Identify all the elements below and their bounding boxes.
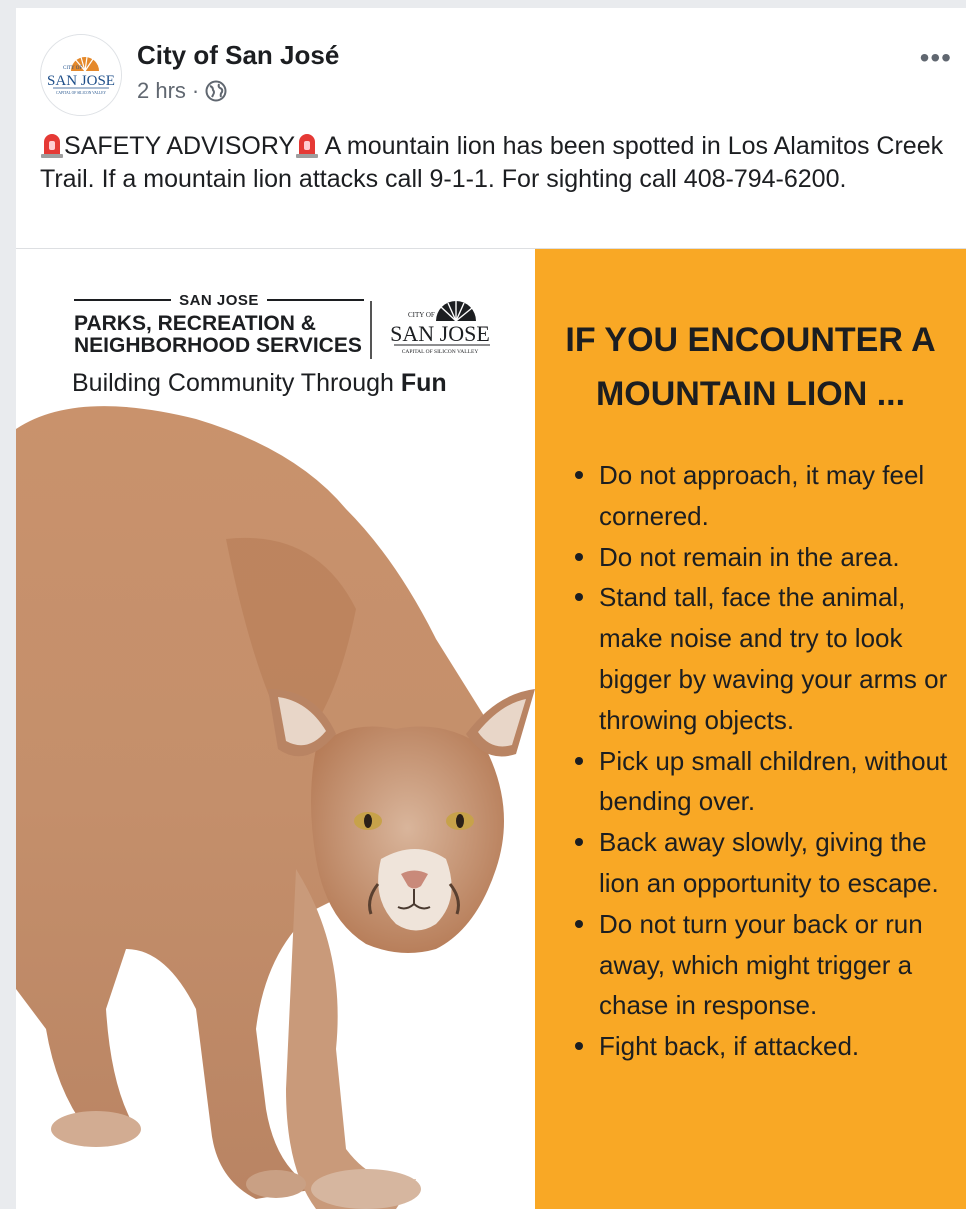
safety-tip: Do not turn your back or run away, which might trigger a chase in response.: [575, 904, 955, 1026]
post-message: [40, 130, 955, 196]
san-jose-logo-icon: [386, 295, 496, 357]
tagline-bold: Fun: [400, 369, 447, 397]
police-siren-emoji-icon: [295, 132, 319, 158]
flyer-title-line-1: IF YOU ENCOUNTER A: [565, 321, 936, 359]
safety-tips-list: [575, 455, 955, 1067]
globe-icon: [205, 80, 227, 102]
tagline-text: Building Community Through: [72, 369, 401, 397]
flyer-left-panel: [16, 249, 535, 1209]
svg-text:CAPITAL OF SILICON VALLEY: CAPITAL OF SILICON VALLEY: [55, 91, 107, 95]
department-city: SAN JOSE: [179, 291, 259, 309]
svg-text:CITY OF: CITY OF: [408, 311, 435, 319]
post-meta: [137, 78, 227, 104]
post-time[interactable]: 2 hrs: [137, 78, 186, 103]
department-line-2: NEIGHBORHOOD SERVICES: [74, 334, 362, 357]
page-avatar[interactable]: [40, 34, 122, 116]
department-line-1: PARKS, RECREATION &: [74, 312, 316, 335]
post-headline: SAFETY ADVISORY: [64, 132, 296, 160]
divider-line: [267, 299, 364, 301]
svg-text:CITY OF: CITY OF: [63, 66, 83, 71]
police-siren-emoji-icon: [40, 132, 64, 158]
post-body: A mountain lion has been spotted in Los Alamitos Creek Trail. If a mountain lion attacks call 9-1-1. For sighting call 408-794-6200.: [40, 132, 944, 193]
post-image[interactable]: [16, 248, 966, 1209]
ellipsis-icon[interactable]: •••: [919, 42, 952, 73]
svg-text:SAN JOSE: SAN JOSE: [47, 73, 115, 89]
san-jose-logo-icon: [41, 35, 121, 115]
svg-text:SAN JOSE: SAN JOSE: [390, 321, 490, 346]
department-name: [74, 313, 374, 357]
flyer-right-panel: [535, 249, 966, 1209]
flyer-title: [535, 313, 966, 421]
safety-tip: Pick up small children, without bending over.: [575, 741, 955, 823]
safety-tip: Do not approach, it may feel cornered.: [575, 455, 955, 537]
flyer-title-line-2: MOUNTAIN LION ...: [595, 375, 906, 413]
facebook-post: [16, 8, 966, 1209]
safety-tip: Back away slowly, giving the lion an opportunity to escape.: [575, 822, 955, 904]
safety-tip: Fight back, if attacked.: [575, 1026, 955, 1067]
safety-tip: Stand tall, face the animal, make noise and try to look bigger by waving your arms or throwing objects.: [575, 577, 955, 740]
page-name-link[interactable]: City of San José: [137, 40, 340, 70]
logo-divider: [370, 301, 372, 359]
mountain-lion-photo: [16, 389, 535, 1209]
safety-tip: Do not remain in the area.: [575, 537, 955, 578]
city-logo: [386, 295, 496, 362]
divider-line: [74, 299, 171, 301]
post-header: [16, 8, 966, 108]
department-header: [74, 289, 364, 311]
meta-separator: ·: [191, 78, 200, 103]
svg-text:CAPITAL OF SILICON VALLEY: CAPITAL OF SILICON VALLEY: [401, 349, 479, 355]
